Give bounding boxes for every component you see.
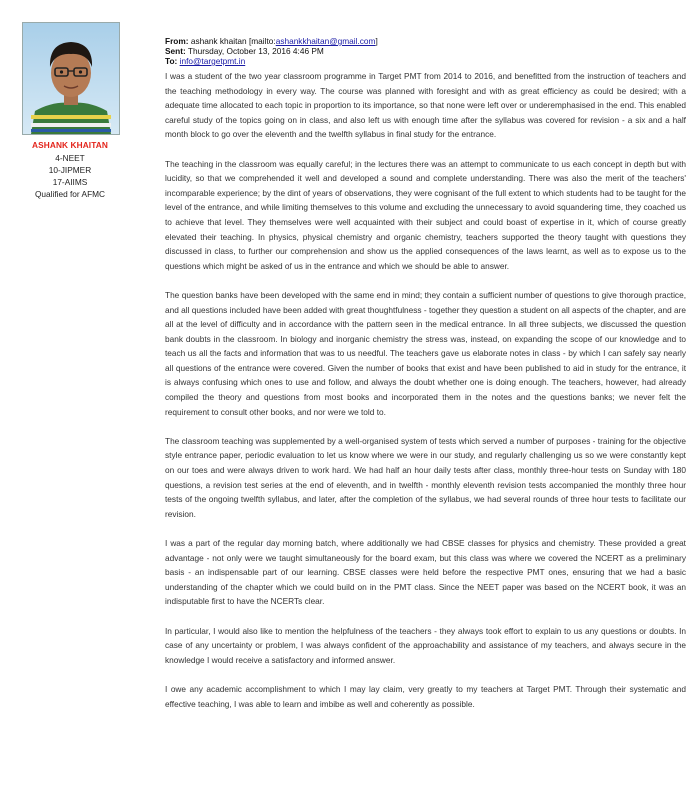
sent-value: Thursday, October 13, 2016 4:46 PM: [187, 46, 324, 56]
rank-aiims: 17-AIIMS: [52, 177, 88, 187]
paragraph: The question banks have been developed with the same end in mind; they contain a sufficient number of questions to give thorough practice, and all questions included have been added with great thoughtfulness - together they question a student on all aspects of the chapter, and are all at the level of difficulty and in accordance with the pattern seen in the medical entrance. In all three subjects, we discussed the question bank doubts in the classroom. In biology and inorganic chemistry the stress was, instead, on expanding the scope of our knowledge and to teach us all the facts and information that was to us needful. The teachers gave us elaborate notes in class - by which I can safely say nearly all questions of the entrance were covered. Given the number of books that exist and have been published to aid in study for the entrance, it is always confusing which ones to use and follow, and always the doubt whether one is doing enough. The teachers, however, had already compiled the theory and questions from most books and incorporated them in the notes and the questions banks; we never felt the requirement to consult other books, and nor were we told to.: [165, 289, 686, 417]
from-close: ]: [375, 36, 378, 46]
student-name: ASHANK KHAITAN: [32, 140, 108, 150]
paragraph: I owe any academic accomplishment to which I may lay claim, very greatly to my teachers at Target PMT. Through their systematic and effective teaching, I was able to learn and imbibe as well and coherently as possible.: [165, 683, 686, 709]
profile-sidebar: [22, 22, 118, 200]
sent-label: Sent:: [165, 46, 186, 56]
paragraph: I was a student of the two year classroom programme in Target PMT from 2014 to 2016, and benefitted from the instruction of teachers and the teaching methodology in every way. The course was planned with foresight and with as great efficiency as could be desired; with a adequate time allocated to each topic in proportion to its importance, so that none were left over or underemphasised in the end. This enabled careful study of the topics going on in class, and also left us with enough time after the syllabus was covered for revision - a six and a half month block to go over the eleventh and the twelfth syllabus in final study for the entrance.: [165, 71, 686, 140]
student-ranks: [22, 152, 118, 200]
email-header: [165, 36, 686, 66]
testimonial-content: [165, 36, 686, 726]
email-sent-line: [165, 46, 686, 56]
paragraph: The classroom teaching was supplemented by a well-organised system of tests which served a number of purposes - training for the objective style entrance paper, periodic evaluation to let us know where we were in our study, and regularly challenging us so we were constantly kept on our toes and were always driven to work hard. We had half an hour daily tests after class, monthly three-hour tests on Sunday with 180 questions, a revision test series at the end of eleventh, and in twelfth - monthly eleventh revision tests accompanied the monthly three hour tests of the ongoing twelfth syllabus, and later, after the completion of the syllabus, we had several rounds of three hour tests to facilitate our revision.: [165, 435, 686, 519]
paragraph: I was a part of the regular day morning batch, where additionally we had CBSE classes for physics and chemistry. These provided a great advantage - not only were we taught simultaneously for the board exam, but this class was where we covered the NCERT as a preliminary basis - an indispensable part of our learning. CBSE classes were held before the respective PMT ones, ensuring that we had a basic understanding of the chapter which we could build on in the PMT class. Since the NEET paper was based on the NCERT book, it was an indisputable first to have the NCERTs clear.: [165, 538, 686, 607]
student-photo: [22, 22, 120, 135]
from-name: ashank khaitan [mailto:: [190, 36, 276, 46]
from-label: From:: [165, 36, 189, 46]
rank-neet: 4-NEET: [55, 153, 85, 163]
rank-jipmer: 10-JIPMER: [48, 165, 92, 175]
email-from-line: [165, 36, 686, 46]
to-label: To:: [165, 56, 178, 66]
from-email-link[interactable]: ashankkhaitan@gmail.com: [275, 36, 376, 46]
paragraph: The teaching in the classroom was equally careful; in the lectures there was an attempt to communicate to us each concept in depth but with lucidity, so that we comprehended it well and developed a sound and complete understanding. There was also the merit of the teachers' incomparable experience; by the dint of years of observations, they were cognisant of the full extent to which students had to be taught for the level of the entrance, and while limiting themselves to this volume and excluding the unnecessary to avoid squandering time, they coached us to achieve that level. They themselves were well acquainted with their subject and could boast of expertise in it, which of course greatly elevated their teaching. In physics, physical chemistry and organic chemistry, teachers supported the theory taught with questions they discussed in class, to further our comprehension and show us the applied consequences of the laws learnt, as well as to expose us to the questions which might be asked of us in the entrance and which we should be able to answer.: [165, 158, 686, 271]
paragraph: In particular, I would also like to mention the helpfulness of the teachers - they always took effort to explain to us any questions or doubts. In case of any uncertainty or problem, I was always confident of the approachability and assistance of my teachers, and always secure in the knowledge I would receive a satisfactory and informed answer.: [165, 625, 686, 665]
email-to-line: [165, 56, 686, 66]
to-email-link[interactable]: info@targetpmt.in: [179, 56, 246, 66]
rank-afmc: Qualified for AFMC: [34, 189, 106, 199]
